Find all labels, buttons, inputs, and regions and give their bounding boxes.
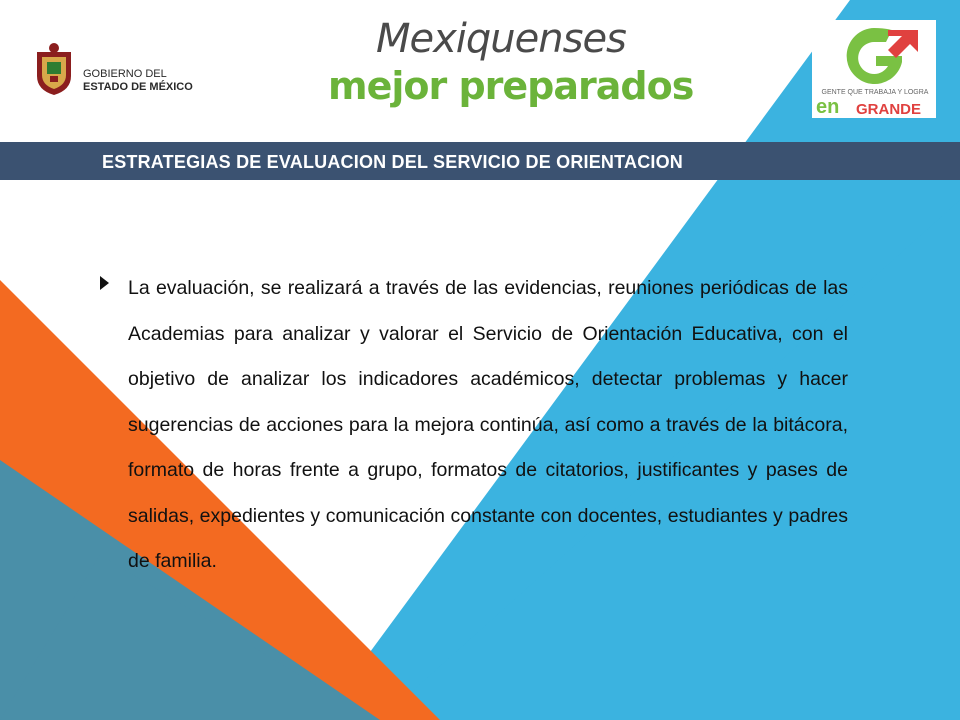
header xyxy=(0,0,960,142)
brand-logo xyxy=(328,8,694,118)
g-logo xyxy=(812,20,936,118)
brand-line1: Mexiquenses xyxy=(376,16,626,62)
gov-line1: GOBIERNO DEL xyxy=(83,68,167,80)
g-logo-tagline: GENTE QUE TRABAJA Y LOGRA xyxy=(821,89,929,96)
gov-logo-text xyxy=(83,68,193,94)
gov-logo xyxy=(33,42,223,98)
gov-line2: ESTADO DE MÉXICO xyxy=(83,81,193,93)
g-logo-grande: GRANDE xyxy=(856,101,922,118)
body-paragraph: La evaluación, se realizará a través de las evidencias, reuniones periódicas de las Academias para analizar y valorar el Servicio de Orientación Educativa, con el objetivo de analizar los indicadores académicos, detectar problemas y hacer sugerencias de acciones para la mejora continúa, así como a través de la bitácora, formato de horas frente a grupo, formatos de citatorios, justificantes y pases de salidas, expedientes y comunicación constante con docentes, estudiantes y padres de familia. xyxy=(128,277,848,572)
slide-title: ESTRATEGIAS DE EVALUACION DEL SERVICIO DE ORIENTACION xyxy=(102,152,683,172)
brand-line2: mejor preparados xyxy=(328,64,694,108)
g-letter-logo-icon xyxy=(826,22,922,88)
estado-de-mexico-crest-icon xyxy=(33,42,75,96)
triangle-bullet-icon xyxy=(100,276,109,290)
title-bar xyxy=(0,142,960,180)
g-logo-en: en xyxy=(816,96,840,118)
